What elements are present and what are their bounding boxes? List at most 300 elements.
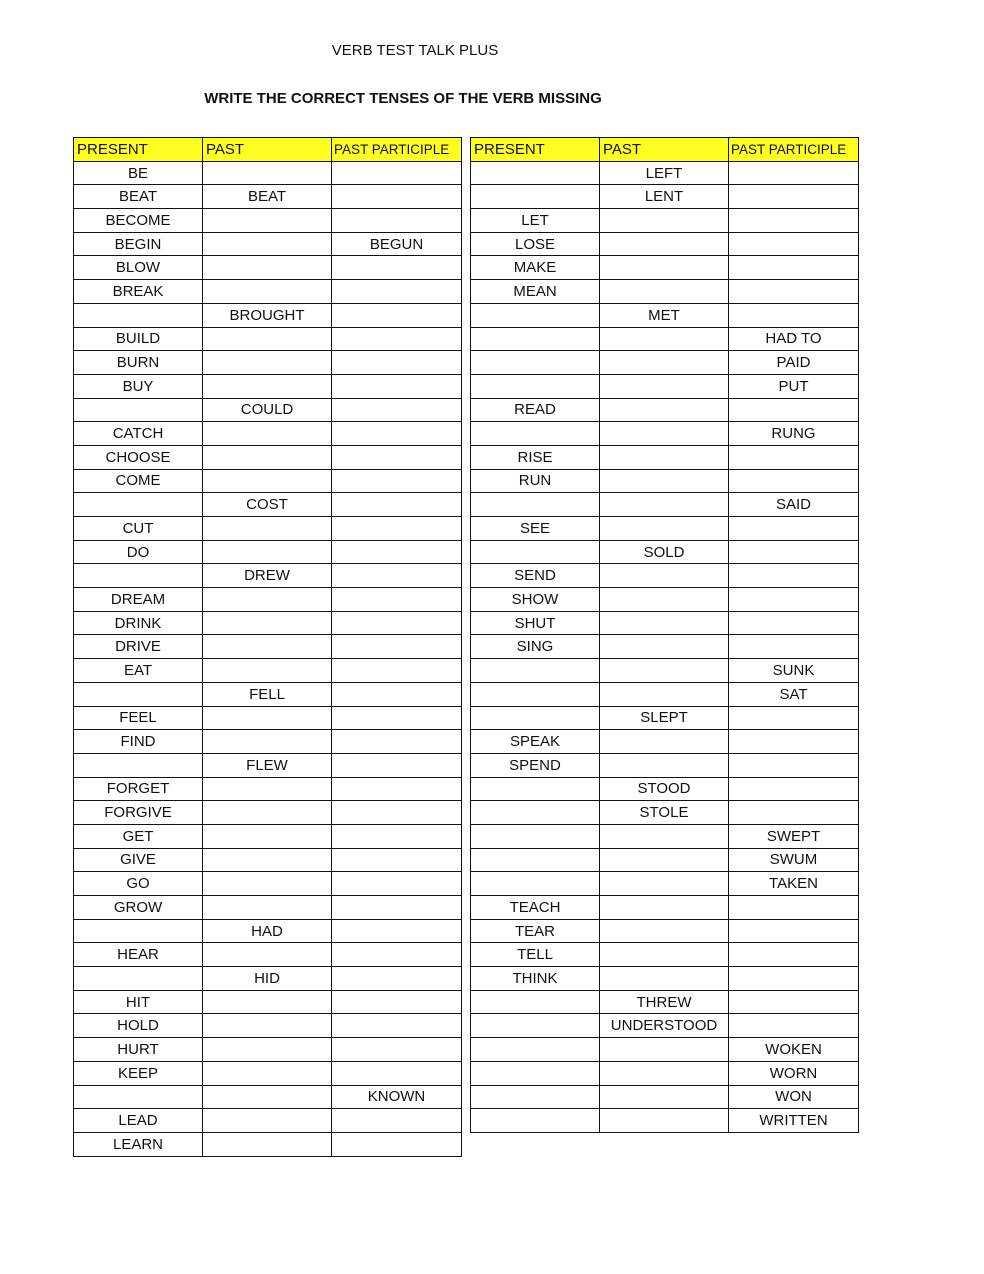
present-cell[interactable] [471,872,600,896]
present-cell[interactable] [471,1038,600,1062]
past-cell[interactable] [203,374,332,398]
present-cell[interactable] [471,493,600,517]
past-cell[interactable] [600,374,729,398]
past-cell[interactable] [203,161,332,185]
present-cell: TEAR [471,919,600,943]
present-cell[interactable] [74,303,203,327]
past-participle-cell[interactable] [729,445,859,469]
present-cell: FORGET [74,777,203,801]
table-row [471,398,859,422]
past-participle-cell[interactable] [332,1061,462,1085]
table-row [471,303,859,327]
instruction-heading: WRITE THE CORRECT TENSES OF THE VERB MISSING [204,90,602,107]
past-cell[interactable] [203,848,332,872]
past-participle-cell[interactable] [729,919,859,943]
past-cell: UNDERSTOOD [600,1014,729,1038]
past-participle-cell[interactable] [729,967,859,991]
past-participle-cell[interactable] [332,635,462,659]
present-cell: GIVE [74,848,203,872]
past-cell: MET [600,303,729,327]
past-participle-cell: RUNG [729,422,859,446]
past-cell[interactable] [600,943,729,967]
past-cell[interactable] [203,280,332,304]
past-participle-cell[interactable] [332,280,462,304]
past-participle-cell: SAT [729,682,859,706]
past-cell[interactable] [600,351,729,375]
past-participle-cell[interactable] [729,303,859,327]
table-row [471,588,859,612]
past-cell: FELL [203,682,332,706]
table-row [471,753,859,777]
present-cell: DREAM [74,588,203,612]
past-participle-cell[interactable] [729,588,859,612]
table-row [74,872,462,896]
verb-table-right [470,137,859,1133]
table-row [74,469,462,493]
present-cell: BEAT [74,185,203,209]
past-participle-cell[interactable] [332,659,462,683]
past-cell[interactable] [203,801,332,825]
table-row [471,1085,859,1109]
table-row [74,635,462,659]
table-row [74,445,462,469]
past-cell[interactable] [203,1061,332,1085]
table-row [74,564,462,588]
present-cell[interactable] [471,1061,600,1085]
past-cell[interactable] [203,896,332,920]
past-participle-cell[interactable] [332,824,462,848]
table-row [74,493,462,517]
table-row [471,327,859,351]
past-participle-cell: BEGUN [332,232,462,256]
past-cell[interactable] [600,327,729,351]
past-participle-cell[interactable] [332,469,462,493]
present-cell: DO [74,540,203,564]
table-row [74,753,462,777]
table-row [471,1109,859,1133]
table-row [471,990,859,1014]
table-row [74,256,462,280]
past-participle-cell[interactable] [729,280,859,304]
present-cell[interactable] [471,540,600,564]
present-cell: FORGIVE [74,801,203,825]
present-cell: MEAN [471,280,600,304]
past-participle-cell[interactable] [332,209,462,233]
past-participle-cell[interactable] [332,1109,462,1133]
past-participle-cell[interactable] [729,540,859,564]
table-row [74,1038,462,1062]
present-cell: SPEAK [471,730,600,754]
table-row [471,824,859,848]
past-cell: SOLD [600,540,729,564]
past-cell[interactable] [203,445,332,469]
past-cell[interactable] [203,1085,332,1109]
table-row [471,872,859,896]
present-cell: GO [74,872,203,896]
past-cell[interactable] [203,1109,332,1133]
past-cell[interactable] [203,422,332,446]
present-cell: HURT [74,1038,203,1062]
present-cell[interactable] [471,848,600,872]
present-cell[interactable] [471,351,600,375]
past-participle-cell[interactable] [332,611,462,635]
present-cell[interactable] [74,564,203,588]
past-cell[interactable] [600,682,729,706]
table-row [471,469,859,493]
table-row [471,682,859,706]
past-participle-cell[interactable] [332,398,462,422]
present-cell[interactable] [74,1085,203,1109]
past-cell[interactable] [203,351,332,375]
past-participle-cell[interactable] [332,303,462,327]
past-cell[interactable] [600,588,729,612]
present-cell: SING [471,635,600,659]
present-cell: COME [74,469,203,493]
past-participle-cell[interactable] [332,801,462,825]
past-cell[interactable] [203,659,332,683]
present-cell[interactable] [471,682,600,706]
past-cell[interactable] [600,967,729,991]
past-cell[interactable] [203,943,332,967]
header-present: PRESENT [471,138,600,162]
present-cell[interactable] [471,990,600,1014]
past-cell[interactable] [600,517,729,541]
past-participle-cell[interactable] [332,1038,462,1062]
past-participle-cell[interactable] [729,777,859,801]
past-cell[interactable] [203,730,332,754]
header-past: PAST [203,138,332,162]
past-cell[interactable] [203,990,332,1014]
table-row [471,943,859,967]
present-cell[interactable] [74,398,203,422]
past-cell[interactable] [600,659,729,683]
table-row [471,161,859,185]
present-cell[interactable] [471,327,600,351]
present-cell[interactable] [471,1109,600,1133]
past-cell: LEFT [600,161,729,185]
past-participle-cell[interactable] [332,493,462,517]
past-participle-cell[interactable] [332,1132,462,1156]
past-cell: DREW [203,564,332,588]
past-participle-cell: WOKEN [729,1038,859,1062]
past-participle-cell[interactable] [729,706,859,730]
past-cell[interactable] [203,635,332,659]
past-participle-cell[interactable] [729,635,859,659]
past-cell[interactable] [600,1038,729,1062]
past-cell[interactable] [203,469,332,493]
past-cell[interactable] [600,824,729,848]
present-cell: DRIVE [74,635,203,659]
present-cell: HIT [74,990,203,1014]
past-participle-cell[interactable] [332,540,462,564]
present-cell: READ [471,398,600,422]
table-row [471,848,859,872]
past-participle-cell: KNOWN [332,1085,462,1109]
past-participle-cell[interactable] [729,896,859,920]
table-row [471,1038,859,1062]
present-cell: SHOW [471,588,600,612]
table-row [74,990,462,1014]
past-participle-cell[interactable] [729,161,859,185]
present-cell[interactable] [471,659,600,683]
table-row [74,374,462,398]
past-cell[interactable] [600,730,729,754]
present-cell: BUY [74,374,203,398]
table-row [74,1085,462,1109]
past-cell[interactable] [600,872,729,896]
present-cell[interactable] [471,161,600,185]
past-participle-cell: HAD TO [729,327,859,351]
past-cell: THREW [600,990,729,1014]
present-cell[interactable] [471,1085,600,1109]
present-cell[interactable] [471,303,600,327]
table-row [471,706,859,730]
past-participle-cell[interactable] [729,256,859,280]
past-participle-cell[interactable] [332,564,462,588]
table-row [471,374,859,398]
past-participle-cell[interactable] [729,564,859,588]
past-participle-cell[interactable] [729,801,859,825]
past-cell[interactable] [600,445,729,469]
past-cell[interactable] [203,327,332,351]
past-cell[interactable] [203,1038,332,1062]
table-row [74,611,462,635]
past-participle-cell[interactable] [332,256,462,280]
past-cell[interactable] [203,872,332,896]
past-participle-cell[interactable] [332,351,462,375]
past-cell: LENT [600,185,729,209]
present-cell: FEEL [74,706,203,730]
past-cell[interactable] [203,256,332,280]
past-cell[interactable] [203,1132,332,1156]
table-row [471,232,859,256]
past-cell[interactable] [600,232,729,256]
past-cell[interactable] [203,1014,332,1038]
past-cell[interactable] [600,422,729,446]
past-cell[interactable] [203,588,332,612]
table-row [74,161,462,185]
present-cell: HEAR [74,943,203,967]
present-cell[interactable] [471,1014,600,1038]
past-cell: STOOD [600,777,729,801]
past-cell[interactable] [203,706,332,730]
table-row [74,706,462,730]
past-cell[interactable] [203,209,332,233]
table-row [74,209,462,233]
past-participle-cell: WRITTEN [729,1109,859,1133]
past-cell[interactable] [600,564,729,588]
past-participle-cell[interactable] [332,445,462,469]
table-row [74,730,462,754]
past-cell[interactable] [600,635,729,659]
header-present: PRESENT [74,138,203,162]
past-participle-cell[interactable] [332,1014,462,1038]
present-cell: SPEND [471,753,600,777]
past-cell[interactable] [600,848,729,872]
past-participle-cell: SUNK [729,659,859,683]
table-row [74,943,462,967]
past-participle-cell[interactable] [332,588,462,612]
present-cell: THINK [471,967,600,991]
past-cell[interactable] [600,1061,729,1085]
present-cell: RISE [471,445,600,469]
table-row [74,398,462,422]
past-participle-cell: SWUM [729,848,859,872]
past-participle-cell[interactable] [729,1014,859,1038]
past-participle-cell[interactable] [332,327,462,351]
past-participle-cell: WORN [729,1061,859,1085]
header-row [471,138,859,162]
past-participle-cell[interactable] [332,730,462,754]
past-participle-cell[interactable] [332,161,462,185]
table-row [74,517,462,541]
table-row [471,919,859,943]
table-row [471,493,859,517]
table-row [471,540,859,564]
past-cell: HAD [203,919,332,943]
past-cell[interactable] [203,540,332,564]
table-row [471,1014,859,1038]
past-cell[interactable] [203,232,332,256]
past-participle-cell[interactable] [332,896,462,920]
table-row [471,967,859,991]
past-participle-cell[interactable] [729,398,859,422]
past-participle-cell: SAID [729,493,859,517]
present-cell[interactable] [471,374,600,398]
past-participle-cell[interactable] [729,730,859,754]
past-participle-cell[interactable] [729,990,859,1014]
table-row [471,564,859,588]
present-cell[interactable] [74,493,203,517]
document-title: VERB TEST TALK PLUS [331,42,499,59]
table-row [74,777,462,801]
past-participle-cell[interactable] [332,422,462,446]
table-row [471,517,859,541]
past-cell[interactable] [203,517,332,541]
past-participle-cell[interactable] [729,611,859,635]
present-cell[interactable] [74,919,203,943]
past-participle-cell[interactable] [332,185,462,209]
past-cell[interactable] [600,919,729,943]
past-cell[interactable] [600,611,729,635]
past-participle-cell[interactable] [332,943,462,967]
past-participle-cell[interactable] [332,706,462,730]
present-cell[interactable] [74,753,203,777]
table-row [471,777,859,801]
past-cell: COULD [203,398,332,422]
past-cell[interactable] [203,611,332,635]
past-cell[interactable] [600,1109,729,1133]
past-participle-cell[interactable] [332,872,462,896]
past-cell[interactable] [600,398,729,422]
present-cell[interactable] [471,801,600,825]
table-row [74,327,462,351]
past-cell[interactable] [600,469,729,493]
past-participle-cell: SWEPT [729,824,859,848]
present-cell: LET [471,209,600,233]
present-cell: TEACH [471,896,600,920]
table-row [74,1014,462,1038]
past-participle-cell[interactable] [332,682,462,706]
present-cell[interactable] [74,682,203,706]
present-cell[interactable] [74,967,203,991]
present-cell[interactable] [471,706,600,730]
table-row [74,682,462,706]
table-row [74,967,462,991]
past-participle-cell[interactable] [729,517,859,541]
past-participle-cell[interactable] [729,943,859,967]
past-participle-cell[interactable] [332,753,462,777]
past-cell[interactable] [600,209,729,233]
past-cell[interactable] [600,493,729,517]
past-cell[interactable] [600,280,729,304]
present-cell: CUT [74,517,203,541]
present-cell: MAKE [471,256,600,280]
past-cell[interactable] [600,896,729,920]
past-participle-cell[interactable] [332,777,462,801]
past-cell: BEAT [203,185,332,209]
past-participle-cell[interactable] [332,517,462,541]
past-cell: HID [203,967,332,991]
past-participle-cell[interactable] [729,232,859,256]
table-row [74,232,462,256]
table-row [471,256,859,280]
past-participle-cell: WON [729,1085,859,1109]
present-cell: SEE [471,517,600,541]
past-participle-cell[interactable] [332,374,462,398]
present-cell: HOLD [74,1014,203,1038]
past-cell[interactable] [203,777,332,801]
table-row [74,659,462,683]
past-cell[interactable] [600,1085,729,1109]
table-row [471,896,859,920]
table-row [471,611,859,635]
past-participle-cell[interactable] [729,209,859,233]
past-participle-cell[interactable] [729,753,859,777]
header-row [74,138,462,162]
present-cell: DRINK [74,611,203,635]
table-row [74,185,462,209]
table-row [74,801,462,825]
table-row [74,896,462,920]
present-cell: GROW [74,896,203,920]
past-participle-cell[interactable] [729,469,859,493]
past-participle-cell[interactable] [332,967,462,991]
present-cell: EAT [74,659,203,683]
present-cell[interactable] [471,824,600,848]
present-cell: BREAK [74,280,203,304]
present-cell: GET [74,824,203,848]
past-participle-cell[interactable] [332,848,462,872]
table-row [74,848,462,872]
present-cell[interactable] [471,185,600,209]
table-row [74,1061,462,1085]
past-participle-cell[interactable] [729,185,859,209]
past-cell[interactable] [600,753,729,777]
past-participle-cell[interactable] [332,919,462,943]
past-cell[interactable] [203,824,332,848]
present-cell: CHOOSE [74,445,203,469]
present-cell[interactable] [471,422,600,446]
past-participle-cell[interactable] [332,990,462,1014]
table-row [74,824,462,848]
table-row [74,422,462,446]
present-cell: TELL [471,943,600,967]
present-cell: BECOME [74,209,203,233]
present-cell[interactable] [471,777,600,801]
past-participle-cell: TAKEN [729,872,859,896]
past-cell[interactable] [600,256,729,280]
